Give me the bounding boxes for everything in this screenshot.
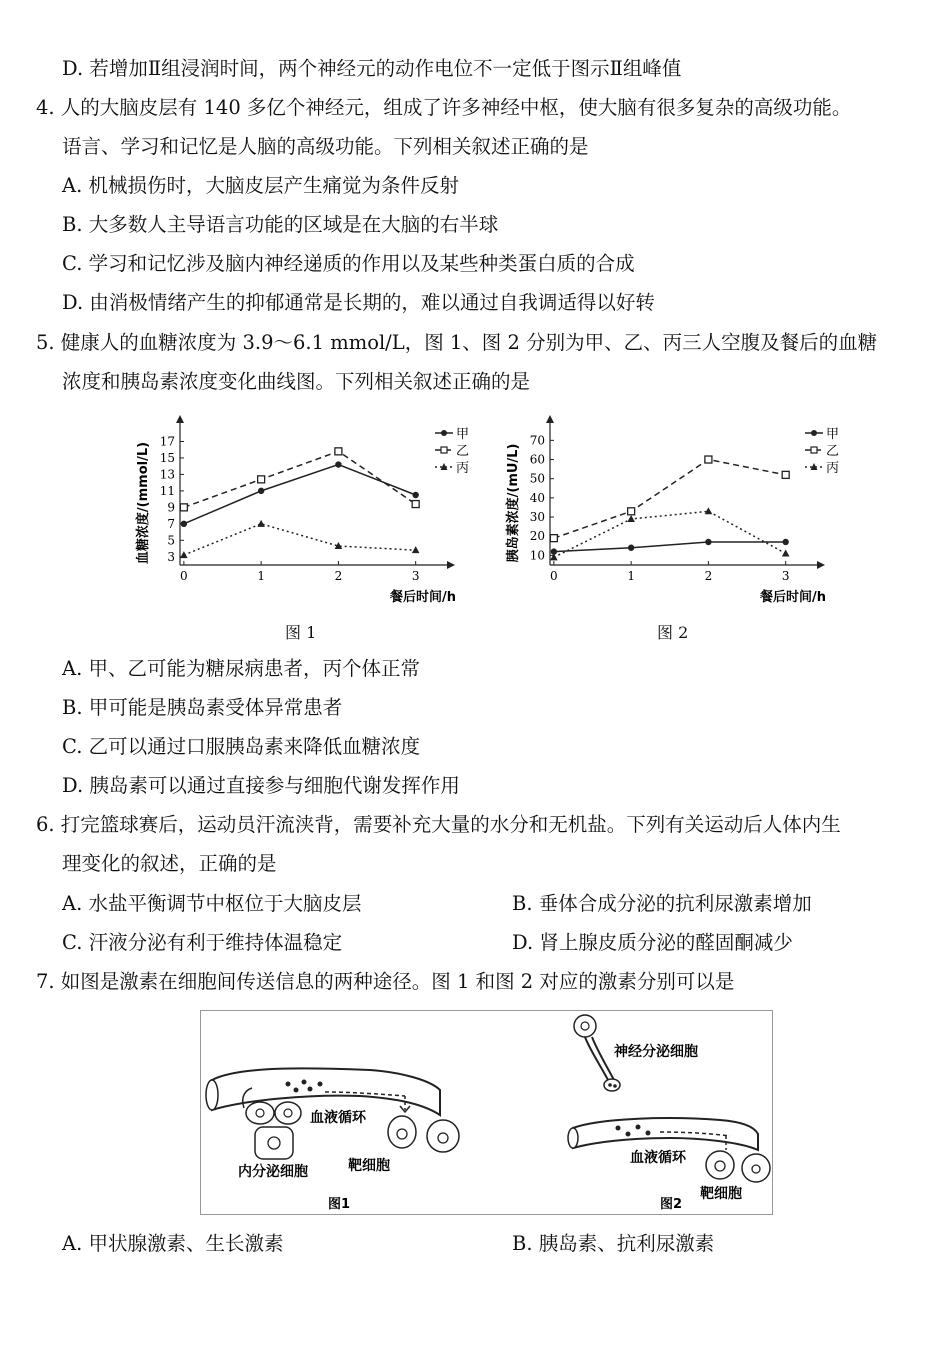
q5-stem-line2: 浓度和胰岛素浓度变化曲线图。下列相关叙述正确的是 xyxy=(62,370,531,393)
q4-option-b: B. 大多数人主导语言功能的区域是在大脑的右半球 xyxy=(62,213,499,236)
chart2-caption: 图 2 xyxy=(657,623,689,642)
c2-legend-marker-2 xyxy=(811,447,817,453)
c1-legend-label-3: 丙 xyxy=(456,461,470,476)
q7-stem: 7. 如图是激素在细胞间传送信息的两种途径。图 1 和图 2 对应的激素分别可以是 xyxy=(36,970,735,993)
q4-option-d: D. 由消极情绪产生的抑郁通常是长期的，难以通过自我调适得以好转 xyxy=(62,291,655,314)
c2-point-2 xyxy=(705,456,712,463)
fig2-neuro-label: 神经分泌细胞 xyxy=(614,1044,698,1060)
c1-y-tick-label: 11 xyxy=(159,483,175,498)
c1-x-tick-label: 0 xyxy=(180,569,188,583)
c2-point-3 xyxy=(782,549,790,556)
c1-point-2 xyxy=(335,448,342,455)
fig1-blood-label: 血液循环 xyxy=(310,1110,366,1126)
q5-option-d: D. 胰岛素可以通过直接参与细胞代谢发挥作用 xyxy=(62,774,460,797)
c2-x-tick-label: 2 xyxy=(704,569,713,583)
c1-y-tick-label: 3 xyxy=(167,549,175,564)
c2-y-tick-label: 30 xyxy=(529,510,545,525)
q6-option-b: B. 垂体合成分泌的抗利尿激素增加 xyxy=(512,892,812,915)
c2-y-tick-label: 10 xyxy=(529,548,545,563)
c2-point-2 xyxy=(782,471,789,478)
c1-point-3 xyxy=(257,520,265,527)
c1-point-2 xyxy=(412,501,419,508)
c2-series-line-2 xyxy=(554,460,786,539)
c1-legend-marker-2 xyxy=(441,447,447,453)
c2-x-axis-label: 餐后时间/h xyxy=(759,590,827,605)
c1-y-tick-label: 15 xyxy=(159,450,175,465)
c2-point-3 xyxy=(627,515,635,522)
c2-point-1 xyxy=(705,539,711,545)
c1-point-2 xyxy=(180,504,187,511)
q5-option-c: C. 乙可以通过口服胰岛素来降低血糖浓度 xyxy=(62,735,421,758)
q5-option-a: A. 甲、乙可能为糖尿病患者，丙个体正常 xyxy=(62,657,420,680)
c1-y-axis-arrow xyxy=(176,415,184,423)
c2-y-tick-label: 60 xyxy=(529,452,545,467)
c2-point-1 xyxy=(628,545,634,551)
c2-x-tick-label: 3 xyxy=(781,569,790,583)
q6-option-c: C. 汗液分泌有利于维持体温稳定 xyxy=(62,931,343,954)
hormone-pathway-diagram xyxy=(200,1010,773,1215)
c2-point-3 xyxy=(550,553,558,560)
c2-legend-label-1: 甲 xyxy=(826,427,840,442)
q4-stem-line1: 4. 人的大脑皮层有 140 多亿个神经元，组成了许多神经中枢，使大脑有很多复杂的高级功能。 xyxy=(36,96,852,119)
c1-y-tick-label: 17 xyxy=(159,434,175,449)
c1-legend-label-2: 乙 xyxy=(456,444,470,459)
fig2-caption: 图2 xyxy=(660,1197,683,1212)
c2-x-tick-label: 0 xyxy=(550,569,558,583)
c1-series-line-2 xyxy=(184,451,416,507)
fig2-target-label: 靶细胞 xyxy=(700,1186,742,1202)
c2-point-2 xyxy=(550,535,557,542)
c1-point-1 xyxy=(181,521,187,527)
q6-option-a: A. 水盐平衡调节中枢位于大脑皮层 xyxy=(62,892,362,915)
c2-point-1 xyxy=(782,539,788,545)
c1-series-line-3 xyxy=(184,524,416,555)
q7-option-a: A. 甲状腺激素、生长激素 xyxy=(62,1232,284,1255)
c1-x-tick-label: 1 xyxy=(257,569,265,583)
c1-y-tick-label: 9 xyxy=(167,500,175,515)
c2-y-tick-label: 50 xyxy=(529,471,545,486)
blood-glucose-chart xyxy=(130,415,475,610)
q6-stem-line2: 理变化的叙述，正确的是 xyxy=(62,852,277,875)
c1-point-3 xyxy=(412,546,420,553)
q4-option-c: C. 学习和记忆涉及脑内神经递质的作用以及某些种类蛋白质的合成 xyxy=(62,252,635,275)
c1-x-tick-label: 2 xyxy=(334,569,343,583)
q4-option-a: A. 机械损伤时，大脑皮层产生痛觉为条件反射 xyxy=(62,174,459,197)
c1-y-tick-label: 7 xyxy=(167,516,175,531)
fig1-caption: 图1 xyxy=(328,1197,351,1212)
chart1-caption: 图 1 xyxy=(285,623,317,642)
q6-option-d: D. 肾上腺皮质分泌的醛固酮减少 xyxy=(512,931,793,954)
c2-y-tick-label: 40 xyxy=(529,490,545,505)
fig2-blood-label: 血液循环 xyxy=(630,1150,686,1166)
q3-option-d: D. 若增加Ⅱ组浸润时间，两个神经元的动作电位不一定低于图示Ⅱ组峰值 xyxy=(62,57,682,80)
c2-series-line-1 xyxy=(554,542,786,552)
c2-point-2 xyxy=(628,508,635,515)
c1-point-2 xyxy=(258,476,265,483)
c1-y-axis-label: 血糖浓度/(mmol/L) xyxy=(136,441,151,565)
c2-x-tick-label: 1 xyxy=(627,569,635,583)
c2-y-tick-label: 70 xyxy=(529,433,545,448)
c2-point-3 xyxy=(705,507,713,514)
c1-legend-marker-1 xyxy=(441,430,447,436)
q6-stem-line1: 6. 打完篮球赛后，运动员汗流浃背，需要补充大量的水分和无机盐。下列有关运动后人体内生 xyxy=(36,813,841,836)
c2-legend-marker-1 xyxy=(811,430,817,436)
c2-legend-label-2: 乙 xyxy=(826,444,840,459)
c2-y-tick-label: 20 xyxy=(529,529,545,544)
c1-series-line-1 xyxy=(184,465,416,524)
c1-y-tick-label: 13 xyxy=(159,467,175,482)
c1-x-axis-label: 餐后时间/h xyxy=(389,590,457,605)
q5-stem-line1: 5. 健康人的血糖浓度为 3.9～6.1 mmol/L，图 1、图 2 分别为甲、乙、丙三人空腹及餐后的血糖 xyxy=(36,331,878,354)
c1-y-tick-label: 5 xyxy=(167,533,175,548)
q4-stem-line2: 语言、学习和记忆是人脑的高级功能。下列相关叙述正确的是 xyxy=(62,135,589,158)
q5-option-b: B. 甲可能是胰岛素受体异常患者 xyxy=(62,696,343,719)
insulin-chart xyxy=(500,415,845,610)
c1-point-3 xyxy=(180,551,188,558)
c1-x-tick-label: 3 xyxy=(411,569,420,583)
c1-x-axis-arrow xyxy=(447,561,455,569)
c2-y-axis-label: 胰岛素浓度/(mU/L) xyxy=(506,443,521,563)
fig1-endocrine-label: 内分泌细胞 xyxy=(238,1164,308,1180)
c1-legend-label-1: 甲 xyxy=(456,427,470,442)
c1-point-1 xyxy=(335,461,341,467)
c2-x-axis-arrow xyxy=(817,561,825,569)
q7-option-b: B. 胰岛素、抗利尿激素 xyxy=(512,1232,715,1255)
c1-point-1 xyxy=(258,488,264,494)
fig1-target-label: 靶细胞 xyxy=(348,1158,390,1174)
c2-legend-label-3: 丙 xyxy=(826,461,840,476)
c2-y-axis-arrow xyxy=(546,415,554,423)
c1-point-1 xyxy=(412,492,418,498)
